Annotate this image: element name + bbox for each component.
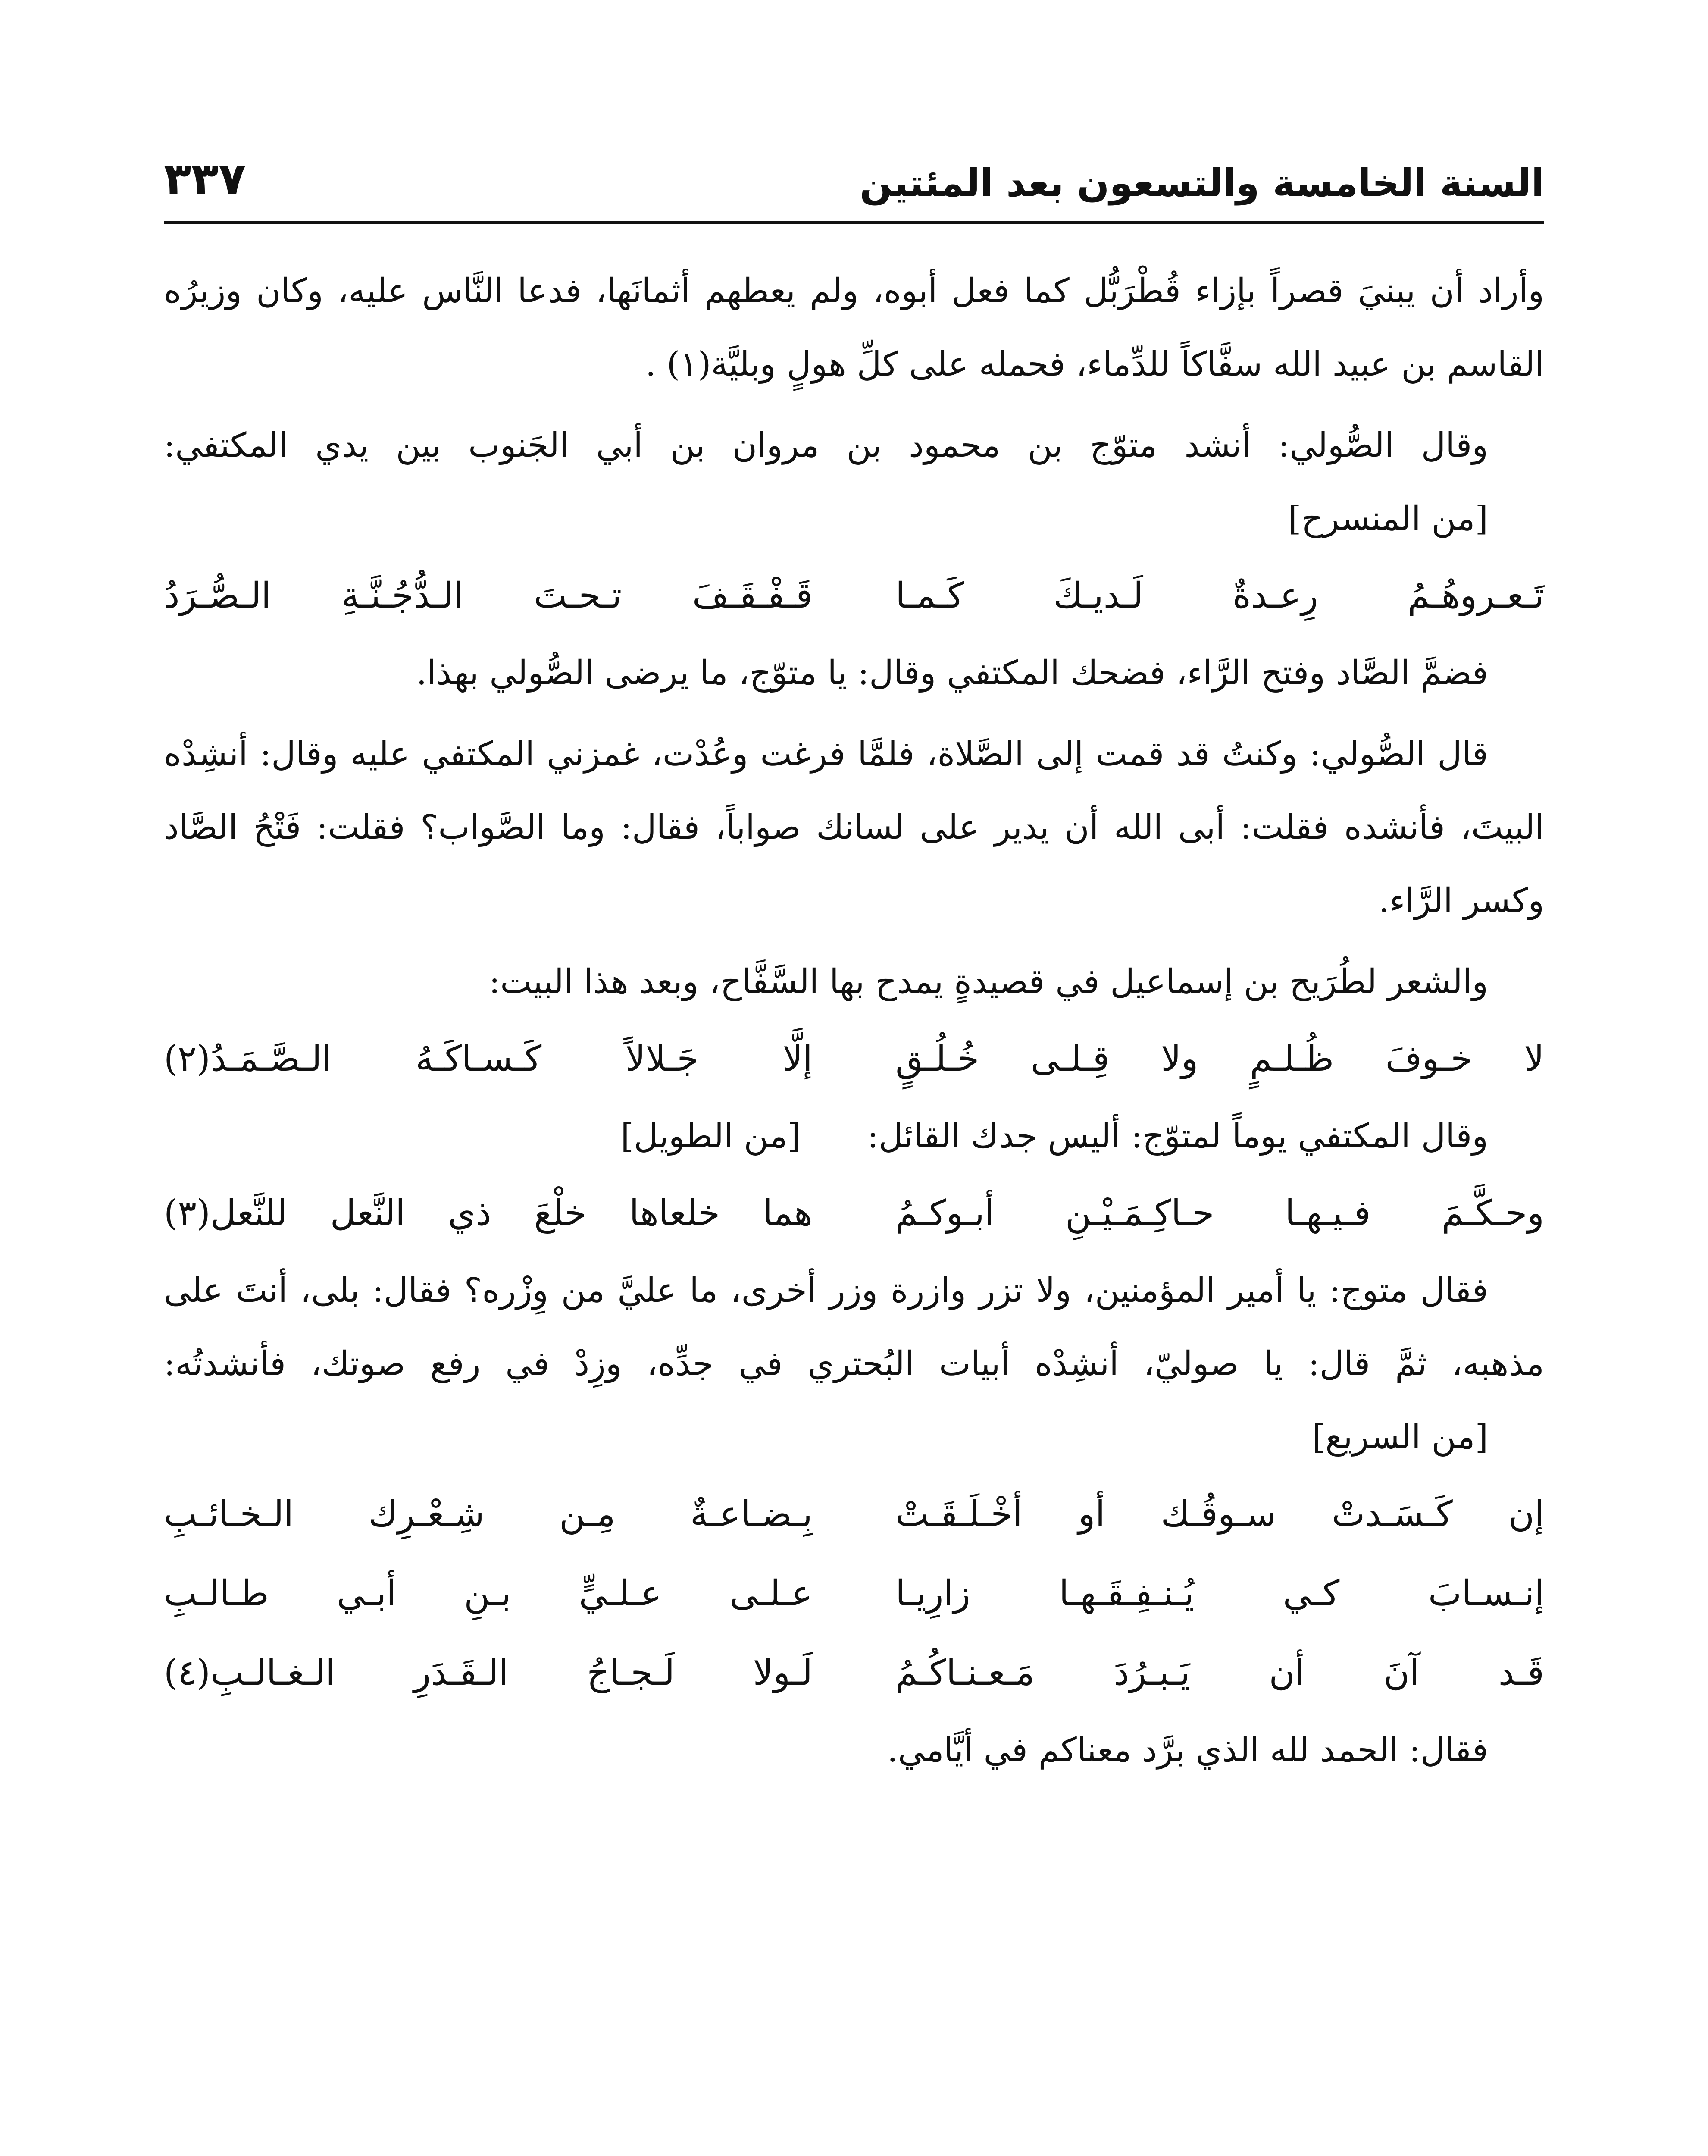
paragraph: قال الصُّولي: وكنتُ قد قمت إلى الصَّلاة، فلمَّا فرغت وعُدْت، غمزني المكتفي عليه وقال: أنشِدْه البيتَ، فأنشده فقلت: أبى الله أن يدير على لسانك صواباً، فقال: وما الصَّواب؟ فقلت: فَتْحُ الصَّاد وكسر الرَّاء.: [164, 735, 1544, 920]
paragraph-text: وقال الصُّولي: أنشد متوّج بن محمود بن مروان بن أبي الجَنوب بين يدي المكتفي:: [164, 426, 1488, 465]
verse: [164, 1020, 1544, 1098]
page-number: ٣٣٧: [164, 153, 246, 205]
header-divider: [164, 221, 1544, 224]
verse: [164, 1555, 1544, 1633]
hemistich-second: بِـضـاعـةٌ مِـن شِـعْـرِك الـخـائـبِ: [164, 1494, 813, 1535]
paragraph-text: فقال متوج: يا أمير المؤمنين، ولا تزر وازرة وزر أخرى، ما عليَّ من وِزْره؟ فقال: بلى، أنتَ على مذهبه، ثمَّ قال: يا صوليّ، أنشِدْه أبيات البُحتري في جدِّه، وزِدْ في رفع صوتك، فأنشدتُه:: [164, 1271, 1544, 1383]
verse: [164, 1175, 1544, 1252]
hemistich-first: إن كَـسَـدتْ سـوقُـك أو أخْـلَـقَـتْ: [895, 1494, 1544, 1535]
meter-label: [من الطويل]: [620, 1117, 801, 1156]
meter-label: [من المنسرح]: [1288, 499, 1488, 538]
hemistich-second: إلَّا جَـلالاً كَـسـاكَـهُ الـصَّـمَـدُ(٢): [164, 1038, 813, 1079]
paragraph: فقال: الحمد لله الذي برَّد معناكم في أيَّامي.: [887, 1731, 1488, 1770]
verse: [164, 1634, 1544, 1712]
verse: [164, 1476, 1544, 1553]
main-text: [164, 254, 1544, 1787]
paragraph: والشعر لطُرَيح بن إسماعيل في قصيدةٍ يمدح بها السَّفَّاح، وبعد هذا البيت:: [489, 962, 1488, 1001]
hemistich-second: لَـولا لَـجـاجُ الـقَـدَرِ الـغـالـبِ(٤): [164, 1652, 813, 1693]
paragraph: [164, 1100, 1544, 1173]
hemistich-first: وحـكَّـمَ فـيـهـا حـاكِـمَـيْـنِ أبـوكـمُ: [895, 1193, 1544, 1234]
hemistich-first: لا خـوفَ ظُـلـمٍ ولا قِـلـى خُـلُـقٍ: [895, 1038, 1544, 1079]
hemistich-second: عـلـى عـلـيٍّ بـنِ أبـي طـالـبِ: [164, 1573, 813, 1614]
running-header: [164, 129, 1544, 216]
hemistich-second: هما خلعاها خلْعَ ذي النَّعل للنَّعل(٣): [164, 1193, 813, 1234]
paragraph: [164, 409, 1544, 555]
hemistich-first: تَـعـروهُـمُ رِعـدةٌ لَـديـكَ كَـمـا: [895, 575, 1544, 616]
meter-label: [من السريع]: [1312, 1418, 1488, 1457]
paragraph-text: وقال المكتفي يوماً لمتوّج: أليس جدك القائل:: [867, 1117, 1488, 1156]
chapter-title: السنة الخامسة والتسعون بعد المئتين: [860, 161, 1544, 205]
paragraph: [164, 1254, 1544, 1474]
verse: [164, 557, 1544, 635]
paragraph: وأراد أن يبنيَ قصراً بإزاء قُطْرَبُّل كما فعل أبوه، ولم يعطهم أثمانَها، فدعا النَّاس عليه، وكان وزيرُه القاسم بن عبيد الله سفَّاكاً للدِّماء، فحمله على كلِّ هولٍ وبليَّة(١) .: [164, 272, 1544, 384]
hemistich-second: قَـفْـقَـفَ تـحـتَ الـدُّجُـنَّـةِ الـصُّـرَدُ: [164, 575, 813, 616]
hemistich-first: قَـد آنَ أن يَـبـرُدَ مَـعـنـاكُـمُ: [895, 1652, 1544, 1693]
paragraph: فضمَّ الصَّاد وفتح الرَّاء، فضحك المكتفي وقال: يا متوّج، ما يرضى الصُّولي بهذا.: [416, 654, 1488, 693]
hemistich-first: إنـسـابَ كـي يُـنـفِـقَـهـا زارِيـا: [895, 1573, 1544, 1614]
